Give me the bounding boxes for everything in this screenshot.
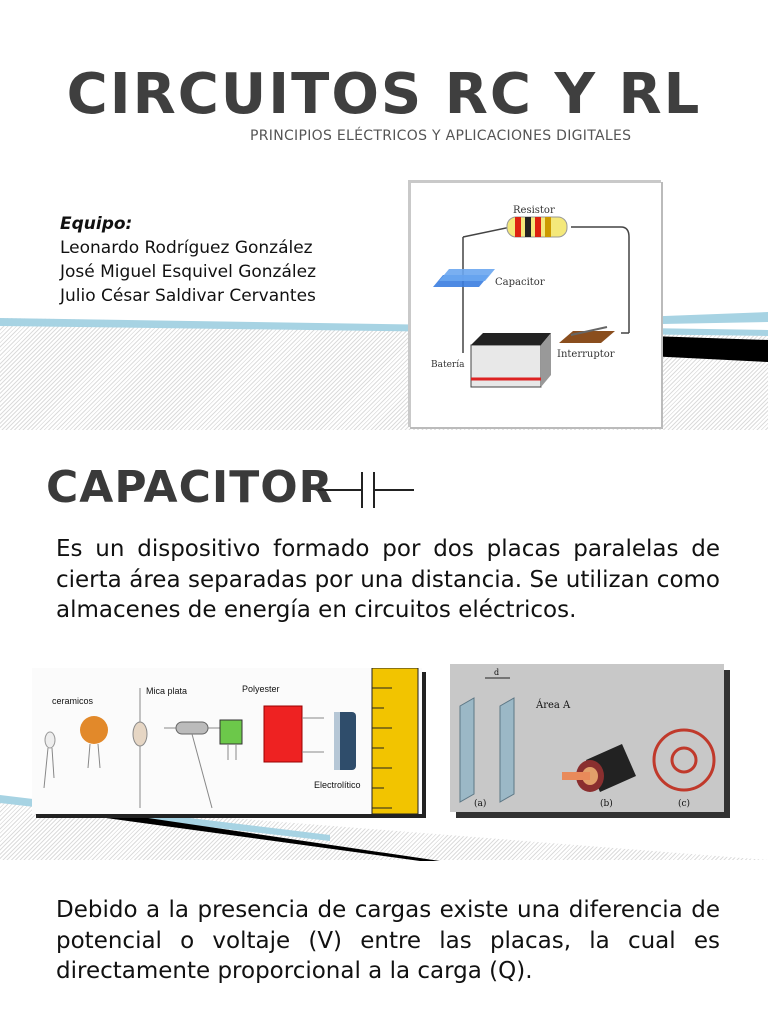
team-member: José Miguel Esquivel González — [60, 262, 317, 282]
page-subtitle: PRINCIPIOS ELÉCTRICOS Y APLICACIONES DIGITALES — [250, 128, 632, 144]
circuit-diagram-image — [408, 180, 661, 427]
section-title: CAPACITOR — [46, 462, 334, 513]
team-member: Julio César Saldivar Cervantes — [60, 286, 316, 306]
fig-c-label: (c) — [678, 799, 691, 809]
resistor-label: Resistor — [513, 205, 555, 216]
area-label: Área A — [536, 700, 571, 711]
ceramic-label: ceramicos — [52, 696, 94, 706]
fig-a-label: (a) — [474, 799, 487, 809]
capacitor-geometry-figure — [450, 664, 724, 812]
capacitor-definition: Es un dispositivo formado por dos placas paralelas de cierta área separadas por una distancia. Se utilizan como almacenes de energía en circuitos eléctricos. — [56, 536, 720, 623]
team-member: Leonardo Rodríguez González — [60, 238, 313, 258]
mica-label: Mica plata — [146, 686, 188, 696]
electrolytic-label: Electrolítico — [314, 780, 361, 790]
capacitor-label: Capacitor — [495, 277, 545, 288]
capacitor-types-image — [32, 668, 422, 814]
polyester-label: Polyester — [242, 684, 280, 694]
distance-label: d — [494, 668, 500, 677]
fig-b-label: (b) — [600, 799, 613, 809]
page-title: CIRCUITOS RC Y RL — [66, 62, 702, 127]
battery-label: Batería — [431, 360, 465, 370]
team-label: Equipo: — [60, 214, 133, 234]
voltage-paragraph: Debido a la presencia de cargas existe una diferencia de potencial o voltaje (V) entre las placas, la cual es directamente proporcional a la carga (Q). — [56, 897, 720, 984]
switch-label: Interruptor — [557, 349, 615, 360]
capacitor-symbol-icon — [318, 470, 418, 510]
